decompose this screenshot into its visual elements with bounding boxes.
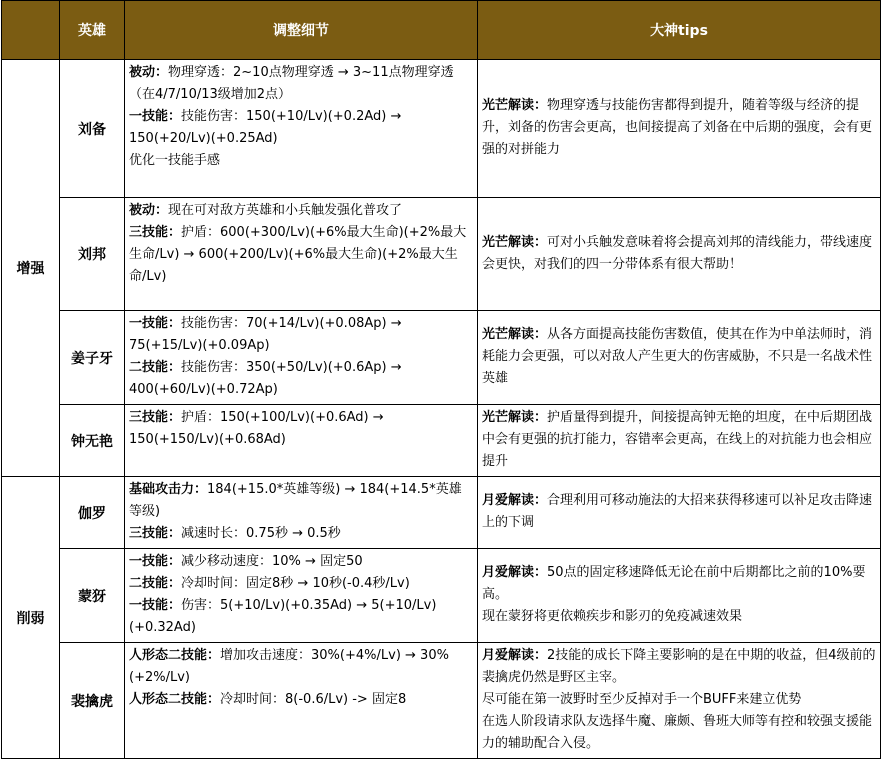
table-row xyxy=(2,198,881,311)
tip-line: 尽可能在第一波野时至少反掉对手一个BUFF来建立优势 xyxy=(482,692,802,707)
tip-line: 光芒解读：可对小兵触发意味着将会提高刘邦的清线能力，带线速度会更快，对我们的四一分带体系有很大帮助！ xyxy=(482,234,873,272)
detail-cell xyxy=(125,60,478,198)
tip-line: 月爱解读：合理利用可移动施法的大招来获得移速可以补足攻击降速上的下调 xyxy=(482,493,873,530)
hero-name: 刘备 xyxy=(60,60,125,198)
tip-line: 光芒解读：从各方面提高技能伤害数值，使其在作为中单法师时，消耗能力会更强，可以对敌人产生更大的伤害威胁，不只是一名战术性英雄 xyxy=(482,327,873,386)
detail-line: 一技能：减少移动速度：10% → 固定50 xyxy=(129,554,363,569)
table-row xyxy=(2,311,881,405)
detail-line: 三技能：减速时长：0.75秒 → 0.5秒 xyxy=(129,526,341,541)
tip-line: 月爱解读：50点的固定移速降低无论在前中后期都比之前的10%要高。 xyxy=(482,565,866,602)
detail-line: 二技能：技能伤害：350(+50/Lv)(+0.6Ap) → 400(+60/Lv)(+0.72Ap) xyxy=(129,360,402,397)
detail-cell xyxy=(125,198,478,311)
tip-cell xyxy=(478,311,881,405)
detail-line: 人形态二技能：冷却时间：8(-0.6/Lv) -> 固定8 xyxy=(129,692,407,707)
tip-line: 在选人阶段请求队友选择牛魔、廉颇、鲁班大师等有控和较强支援能力的辅助配合入侵。 xyxy=(482,714,873,751)
tip-line: 光芒解读：护盾量得到提升，间接提高钟无艳的坦度，在中后期团战中会有更强的抗打能力，容错率会更高，在线上的对抗能力也会相应提升 xyxy=(482,410,873,469)
hero-name: 刘邦 xyxy=(60,198,125,311)
detail-cell xyxy=(125,405,478,477)
detail-line: 人形态二技能：增加攻击速度：30%(+4%/Lv) → 30%(+2%/Lv) xyxy=(129,648,449,685)
detail-line: 优化一技能手感 xyxy=(129,153,221,168)
detail-cell xyxy=(125,311,478,405)
hero-name: 蒙犽 xyxy=(60,549,125,643)
table-row xyxy=(2,405,881,477)
detail-line: 三技能：护盾：600(+300/Lv)(+6%最大生命)(+2%最大生命/Lv) → 600(+200/Lv)(+6%最大生命)(+2%最大生命/Lv) xyxy=(129,225,467,284)
tip-cell xyxy=(478,60,881,198)
detail-line: 一技能：技能伤害：150(+10/Lv)(+0.2Ad) → 150(+20/Lv)(+0.25Ad) xyxy=(129,109,402,146)
detail-cell xyxy=(125,643,478,759)
detail-line: 一技能：技能伤害：70(+14/Lv)(+0.08Ap) → 75(+15/Lv)(+0.09Ap) xyxy=(129,316,402,353)
detail-line: 三技能：护盾：150(+100/Lv)(+0.6Ad) → 150(+150/Lv)(+0.68Ad) xyxy=(129,410,384,447)
header-tips: 大神tips xyxy=(478,1,881,60)
detail-line: 被动：现在可对敌方英雄和小兵触发强化普攻了 xyxy=(129,203,403,218)
header-row xyxy=(2,1,881,60)
detail-cell xyxy=(125,549,478,643)
tip-line: 现在蒙犽将更依赖疾步和影刃的免疫减速效果 xyxy=(482,609,743,624)
tip-cell xyxy=(478,198,881,311)
tip-cell xyxy=(478,643,881,759)
header-hero: 英雄 xyxy=(60,1,125,60)
table-row xyxy=(2,643,881,759)
tip-cell xyxy=(478,477,881,549)
category-cell: 增强 xyxy=(2,60,60,477)
tip-line: 月爱解读：2技能的成长下降主要影响的是在中期的收益，但4级前的裴擒虎仍然是野区主宰。 xyxy=(482,648,876,685)
hero-name: 钟无艳 xyxy=(60,405,125,477)
table-row xyxy=(2,549,881,643)
detail-cell xyxy=(125,477,478,549)
hero-name: 姜子牙 xyxy=(60,311,125,405)
tip-line: 光芒解读：物理穿透与技能伤害都得到提升，随着等级与经济的提升，刘备的伤害会更高，也间接提高了刘备在中后期的强度，会有更强的对拼能力 xyxy=(482,98,873,157)
hero-name: 伽罗 xyxy=(60,477,125,549)
detail-line: 基础攻击力：184(+15.0*英雄等级) → 184(+14.5*英雄等级) xyxy=(129,482,462,519)
detail-line: 被动：物理穿透：2~10点物理穿透 → 3~11点物理穿透（在4/7/10/13级增加2点） xyxy=(129,65,454,102)
patch-notes-table xyxy=(1,0,881,759)
table-row xyxy=(2,477,881,549)
detail-line: 二技能：冷却时间：固定8秒 → 10秒(-0.4秒/Lv) xyxy=(129,576,410,591)
category-cell: 削弱 xyxy=(2,477,60,759)
table-row xyxy=(2,60,881,198)
tip-cell xyxy=(478,405,881,477)
header-category xyxy=(2,1,60,60)
detail-line: 一技能：伤害：5(+10/Lv)(+0.35Ad) → 5(+10/Lv)(+0.32Ad) xyxy=(129,598,437,635)
header-detail: 调整细节 xyxy=(125,1,478,60)
tip-cell xyxy=(478,549,881,643)
hero-name: 裴擒虎 xyxy=(60,643,125,759)
